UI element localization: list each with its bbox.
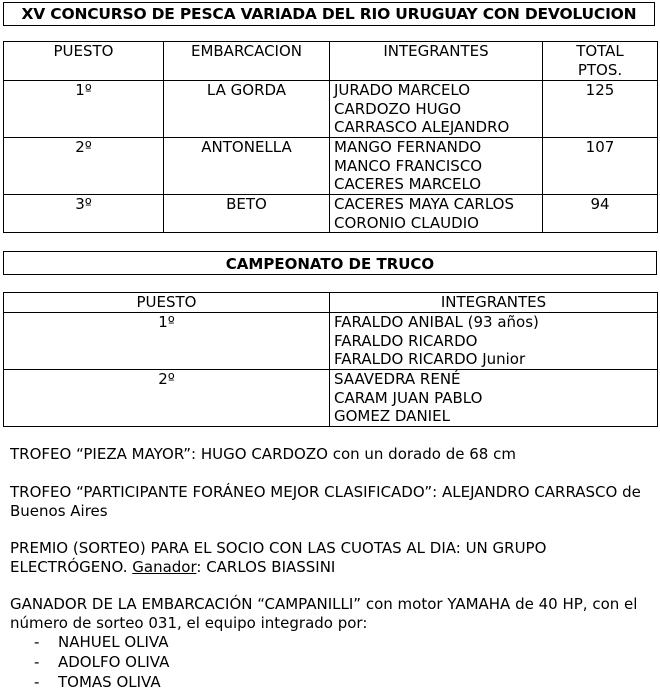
member-name: CARDOZO HUGO xyxy=(334,99,462,118)
member-name: CACERES MAYA CARLOS xyxy=(334,195,514,213)
puesto-cell: 1º xyxy=(4,313,330,370)
member-name: ADOLFO OLIVA xyxy=(58,653,170,671)
total-cell: 125 xyxy=(543,81,658,138)
member-name: CACERES MARCELO xyxy=(334,175,482,193)
fishing-results-table xyxy=(3,41,658,233)
table-row xyxy=(4,313,658,370)
header-total-line2: PTOS. xyxy=(577,60,623,79)
member-name: CARAM JUAN PABLO xyxy=(334,388,483,407)
trophy-pieza-mayor: TROFEO “PIEZA MAYOR”: HUGO CARDOZO con un dorado de 68 cm xyxy=(10,445,516,463)
campanilli-members-list xyxy=(34,632,169,692)
member-name: GOMEZ DANIEL xyxy=(334,407,450,425)
member-name: FARALDO RICARDO Junior xyxy=(334,350,526,368)
fishing-contest-title: XV CONCURSO DE PESCA VARIADA DEL RIO URUGUAY CON DEVOLUCION xyxy=(3,2,655,26)
embarcacion-cell: ANTONELLA xyxy=(164,138,330,195)
table-row xyxy=(4,370,658,427)
trophy-foraneo: TROFEO “PARTICIPANTE FORÁNEO MEJOR CLASIFICADO”: ALEJANDRO CARRASCO de Buenos Aires xyxy=(10,483,641,520)
embarcacion-cell: LA GORDA xyxy=(164,81,330,138)
member-name: MANCO FRANCISCO xyxy=(334,156,483,175)
member-name: FARALDO ANIBAL (93 años) xyxy=(334,313,539,331)
dash-bullet: - xyxy=(34,653,40,671)
integrantes-cell xyxy=(330,195,543,233)
integrantes-cell xyxy=(330,370,658,427)
table-header-row xyxy=(4,293,658,313)
list-item xyxy=(34,632,169,652)
premio-sorteo xyxy=(10,539,655,577)
puesto-cell: 2º xyxy=(4,138,164,195)
table-header-row xyxy=(4,42,658,81)
ganador-name: : CARLOS BIASSINI xyxy=(196,558,336,576)
dash-bullet: - xyxy=(34,673,40,691)
puesto-cell: 1º xyxy=(4,81,164,138)
member-name: CORONIO CLAUDIO xyxy=(334,213,479,232)
integrantes-cell xyxy=(330,138,543,195)
header-total-line1: TOTAL xyxy=(576,42,624,60)
header-puesto: PUESTO xyxy=(4,293,330,313)
list-item xyxy=(34,672,169,692)
member-name: NAHUEL OLIVA xyxy=(58,633,169,651)
total-cell: 94 xyxy=(543,195,658,233)
member-name: FARALDO RICARDO xyxy=(334,331,478,350)
integrantes-cell xyxy=(330,313,658,370)
premio-text: PREMIO (SORTEO) PARA EL SOCIO CON LAS CUOTAS AL DIA: UN GRUPO ELECTRÓGENO. xyxy=(10,539,547,576)
integrantes-cell xyxy=(330,81,543,138)
header-integrantes: INTEGRANTES xyxy=(330,293,658,313)
campanilli-text: GANADOR DE LA EMBARCACIÓN “CAMPANILLI” con motor YAMAHA de 40 HP, con el número de sorteo 031, el equipo integrado por: xyxy=(10,595,638,632)
member-name: TOMAS OLIVA xyxy=(58,673,161,691)
header-total xyxy=(543,42,658,81)
header-embarcacion: EMBARCACION xyxy=(164,42,330,81)
member-name: CARRASCO ALEJANDRO xyxy=(334,118,510,136)
truco-title: CAMPEONATO DE TRUCO xyxy=(3,251,657,275)
header-puesto: PUESTO xyxy=(4,42,164,81)
truco-results-table xyxy=(3,292,658,427)
embarcacion-cell: BETO xyxy=(164,195,330,233)
member-name: JURADO MARCELO xyxy=(334,81,471,99)
member-name: MANGO FERNANDO xyxy=(334,138,482,156)
dash-bullet: - xyxy=(34,633,40,651)
total-cell: 107 xyxy=(543,138,658,195)
member-name: SAAVEDRA RENÉ xyxy=(334,370,461,388)
table-row xyxy=(4,81,658,138)
list-item xyxy=(34,652,169,672)
puesto-cell: 3º xyxy=(4,195,164,233)
header-integrantes: INTEGRANTES xyxy=(330,42,543,81)
table-row xyxy=(4,138,658,195)
ganador-label: Ganador xyxy=(132,558,197,576)
puesto-cell: 2º xyxy=(4,370,330,427)
table-row xyxy=(4,195,658,233)
